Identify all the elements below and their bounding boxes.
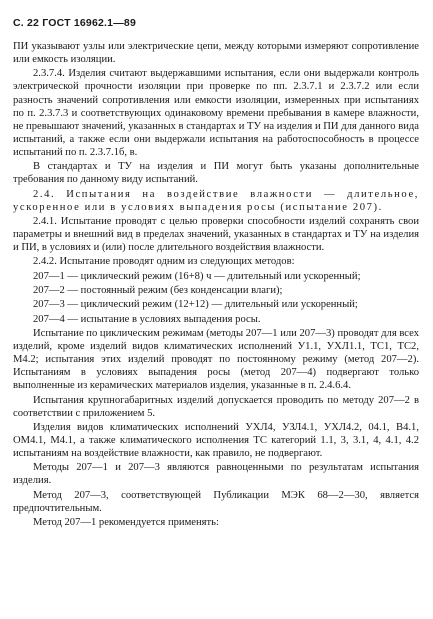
paragraph: Метод 207—3, соответствующей Публикации МЭК 68—2—30, является предпочтительным. bbox=[13, 489, 419, 514]
paragraph: 207—3 — циклический режим (12+12) — длительный или ускоренный; bbox=[33, 299, 358, 311]
paragraph: 207—2 — постоянный режим (без конденсации влаги); bbox=[33, 285, 283, 296]
paragraph: В стандартах и ТУ на изделия и ПИ могут быть указаны дополнительные требования по данному виду испытаний. bbox=[13, 161, 419, 186]
paragraph: 2.4. Испытания на воздействие влажности — длительное, ускоренное или в условиях выпадения росы (испытание 207). bbox=[13, 188, 419, 213]
paragraph: Методы 207—1 и 207—3 являются равноценными по результатам испытания изделия. bbox=[13, 462, 419, 487]
paragraph: 207—4 — испытание в условиях выпадения росы. bbox=[33, 313, 261, 325]
paragraph: Изделия видов климатических исполнений УХЛ4, УЗЛ4.1, УХЛ4.2, 04.1, В4.1, ОМ4.1, М4.1, а также климатического исполнения ТС категорий 1.1, 3, 3.1, 4, 4.1, 4.2 испытаниям на воздействие влажности, как правило, не подвергают. bbox=[13, 421, 419, 460]
paragraph: ПИ указывают узлы или электрические цепи, между которыми измеряют сопротивление или емкость изоляции. bbox=[13, 41, 419, 66]
paragraph: 2.4.1. Испытание проводят с целью проверки способности изделий сохранять свои параметры и внешний вид в пределах значений, указанных в стандартах и ТУ на изделия и ПИ, в условиях и (или) после длительного воздействия влажности. bbox=[13, 215, 419, 254]
paragraph: Испытания крупногабаритных изделий допускается проводить по методу 207—2 в соответствии с приложением 5. bbox=[13, 394, 419, 419]
paragraph: Испытание по циклическим режимам (методы 207—1 или 207—3) проводят для всех изделий, кроме изделий видов климатических исполнений У1.1, УХЛ1.1, ТС1, ТС2, М4.2; испытания этих изделий проводят по постоянному режиму (метод 207—2). Испытаниям в условиях выпадения росы (метод 207—4) подвергают только выполненные из керамических материалов изделия, указанные в п. 2.4.6.4. bbox=[13, 327, 419, 392]
paragraph: Метод 207—1 рекомендуется применять: bbox=[33, 517, 219, 529]
page-header: С. 22 ГОСТ 16962.1—89 bbox=[13, 17, 136, 29]
document-body bbox=[13, 40, 419, 530]
paragraph: 2.4.2. Испытание проводят одним из следующих методов: bbox=[33, 256, 295, 268]
paragraph: 2.3.7.4. Изделия считают выдержавшими испытания, если они выдержали контроль электрической прочности изоляции при проверке по пп. 2.3.7.1 и 2.3.7.2 или если разность значений сопротивления или емкости изоляции, измеренных при испытаниях по п. 2.3.7.3 и соответствующих одинаковому времени пребывания в камере влажности, не превышают значений, указанных в стандартах и ТУ на изделия и ПИ для данного вида испытаний, а также если они выдержали испытания на работоспособность в процессе испытаний по п. 2.3.7.1б, в. bbox=[13, 68, 419, 158]
paragraph: 207—1 — циклический режим (16+8) ч — длительный или ускоренный; bbox=[33, 270, 361, 282]
